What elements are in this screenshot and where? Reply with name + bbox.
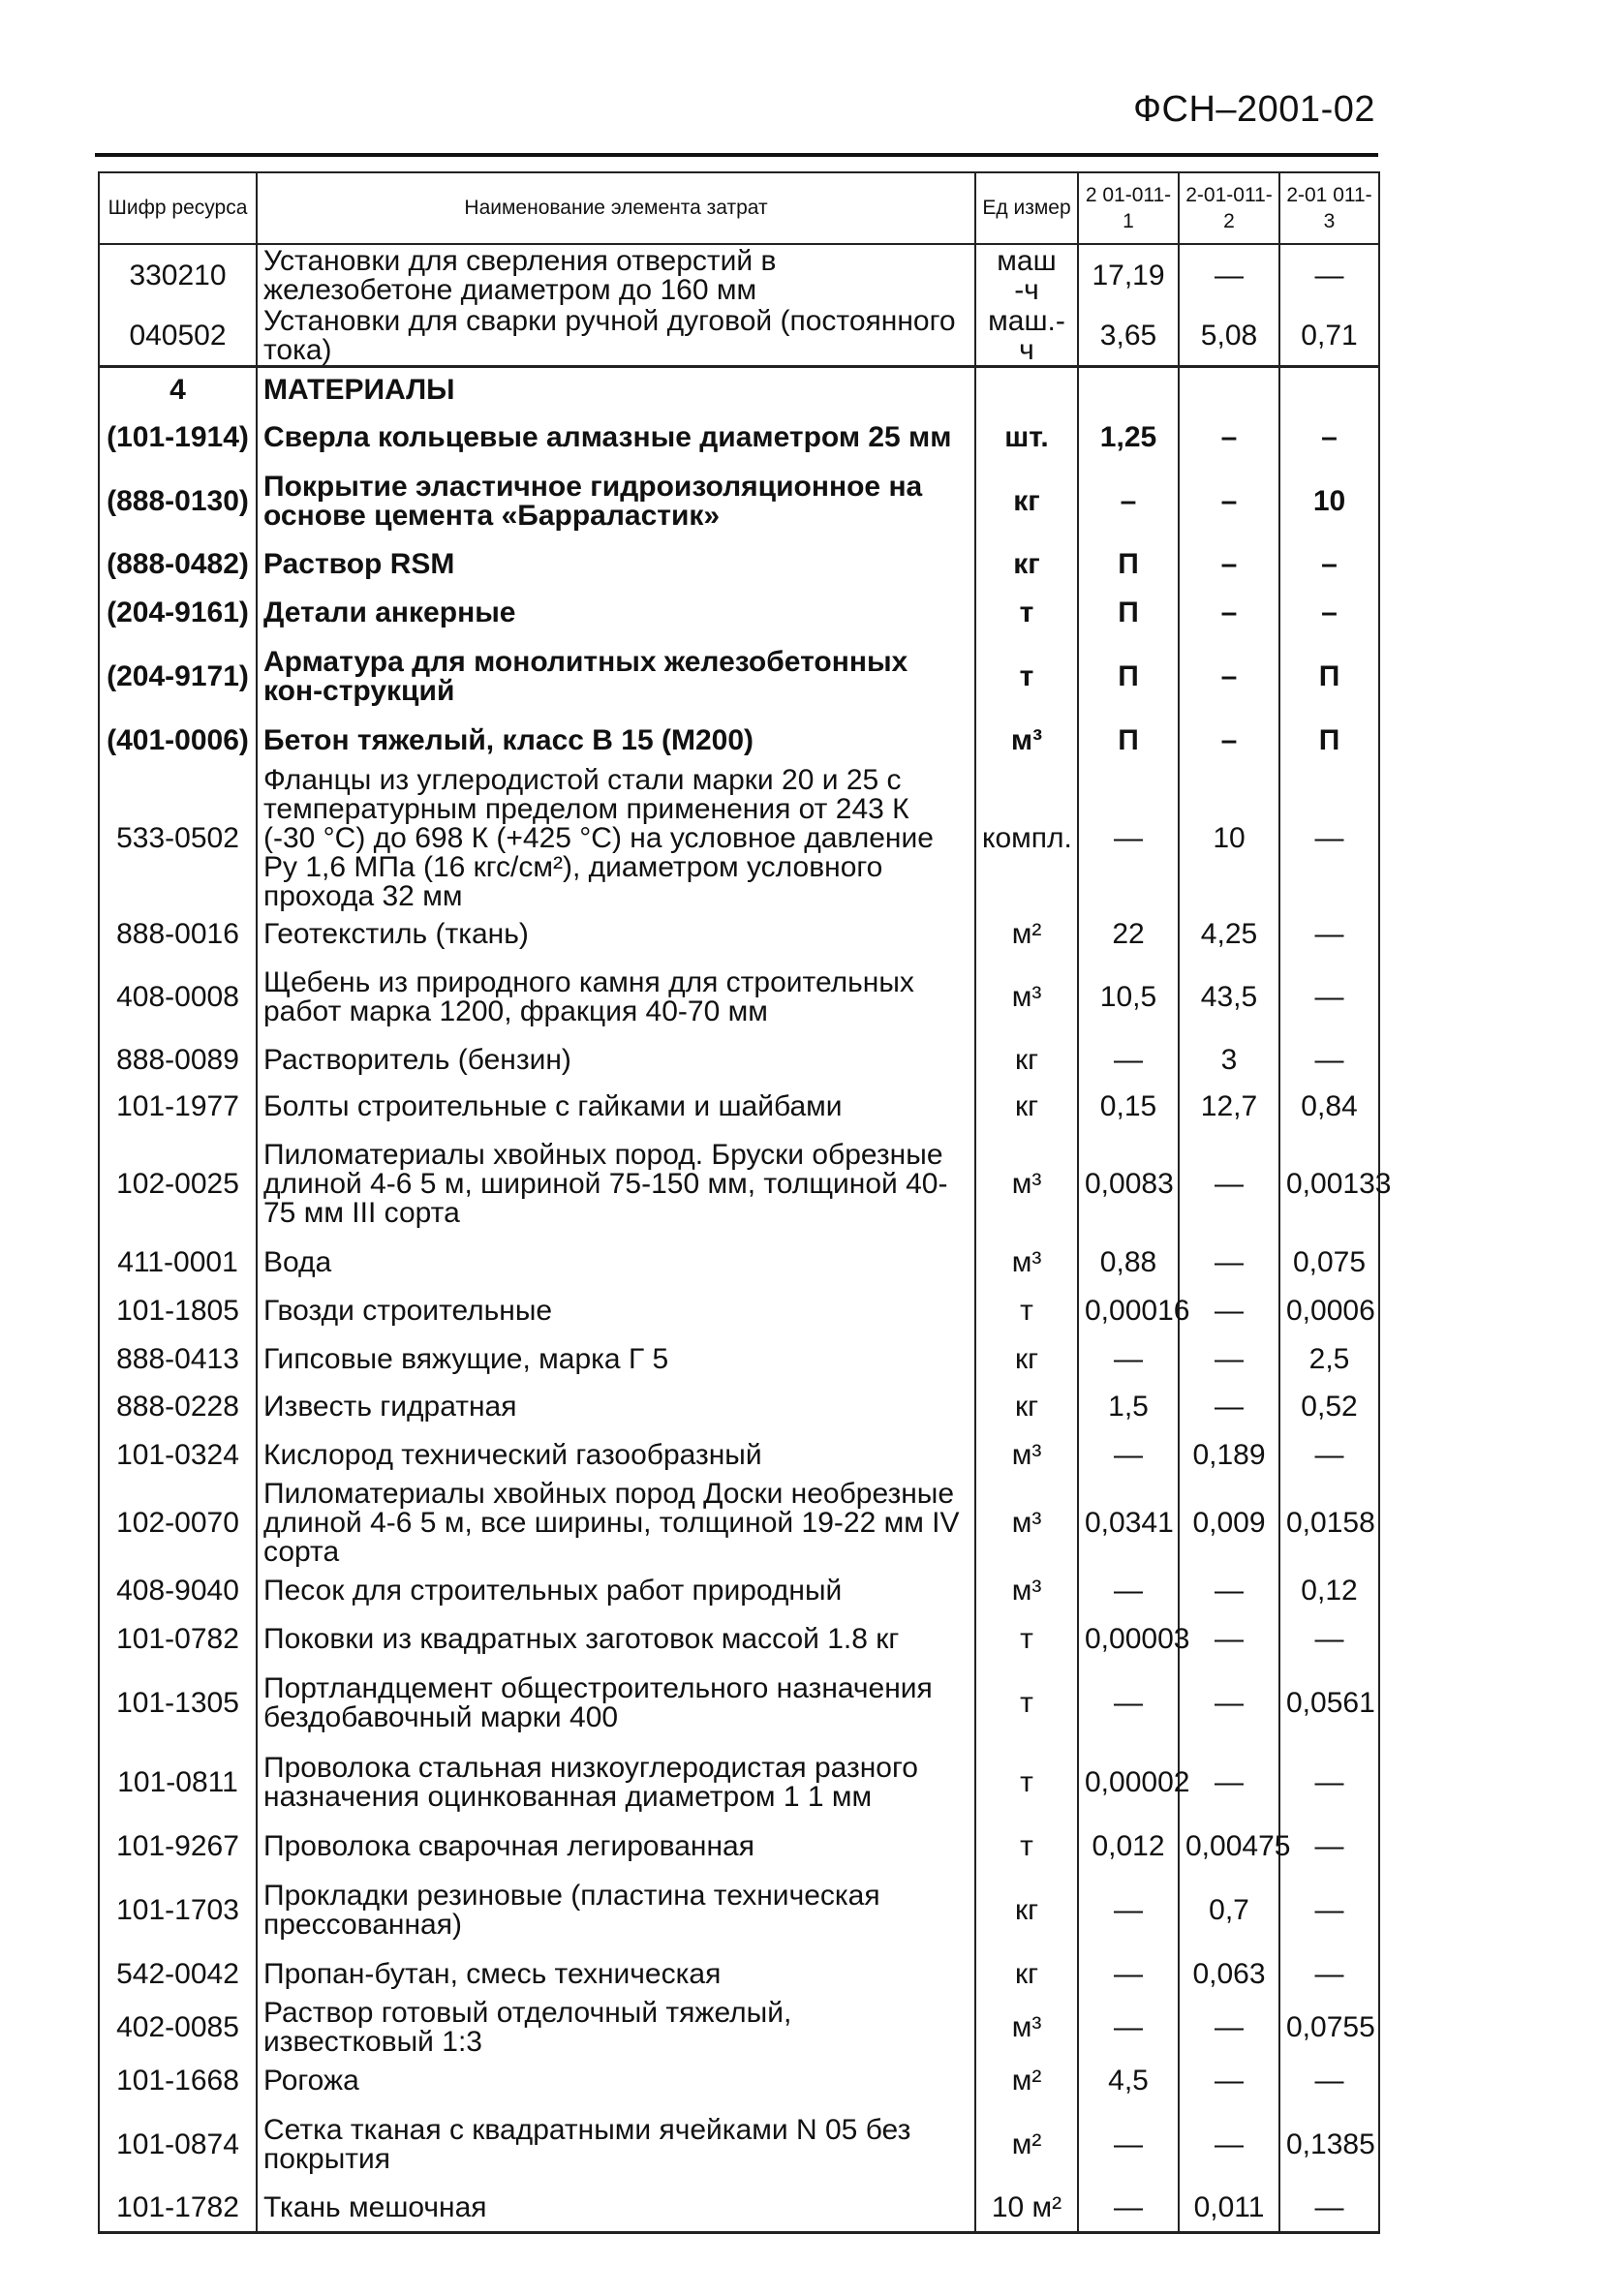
cell-code: 101-0874 bbox=[99, 2105, 257, 2185]
cell-unit: кг bbox=[975, 1335, 1078, 1384]
cell-code: 533-0502 bbox=[99, 766, 257, 911]
cell-value-011-1: — bbox=[1078, 1335, 1179, 1384]
table-row bbox=[99, 638, 1379, 716]
col-header-2-01-011-1: 2 01-011-1 bbox=[1078, 172, 1179, 244]
table-row bbox=[99, 462, 1379, 541]
cell-unit: м² bbox=[975, 2057, 1078, 2105]
cell-value-011-3: 2,5 bbox=[1279, 1335, 1379, 1384]
col-header-unit: Ед измер bbox=[975, 172, 1078, 244]
cell-name: Детали анкерные bbox=[257, 588, 975, 638]
cell-value-011-3: — bbox=[1279, 1743, 1379, 1822]
table-row bbox=[99, 1950, 1379, 1999]
cell-code: 101-1782 bbox=[99, 2185, 257, 2233]
cell-code: (204-9161) bbox=[99, 588, 257, 638]
cell-name: Геотекстиль (ткань) bbox=[257, 911, 975, 958]
cell-code: (888-0482) bbox=[99, 541, 257, 588]
cell-value-011-1: — bbox=[1078, 2185, 1179, 2233]
table-row bbox=[99, 1743, 1379, 1822]
cell-value-011-2: – bbox=[1179, 588, 1279, 638]
col-header-2-01-011-2: 2-01-011-2 bbox=[1179, 172, 1279, 244]
table-row bbox=[99, 588, 1379, 638]
cell-code: 330210 bbox=[99, 244, 257, 307]
cell-value-011-1: 0,00003 bbox=[1078, 1615, 1179, 1664]
cell-value-011-1: 22 bbox=[1078, 911, 1179, 958]
cell-code: 101-0324 bbox=[99, 1431, 257, 1480]
table-row bbox=[99, 1130, 1379, 1239]
cell-value-011-2: — bbox=[1179, 1384, 1279, 1431]
cell-name: Покрытие эластичное гидроизоляционное на основе цемента «Барраластик» bbox=[257, 462, 975, 541]
table-row bbox=[99, 2057, 1379, 2105]
cell-unit: кг bbox=[975, 1084, 1078, 1130]
cell-value-011-1: 0,15 bbox=[1078, 1084, 1179, 1130]
table-row bbox=[99, 1335, 1379, 1384]
cell-code: 888-0228 bbox=[99, 1384, 257, 1431]
cell-code: 101-0782 bbox=[99, 1615, 257, 1664]
table-row bbox=[99, 958, 1379, 1037]
table-row bbox=[99, 244, 1379, 307]
cell-unit: м³ bbox=[975, 716, 1078, 766]
cell-value-011-1: П bbox=[1078, 588, 1179, 638]
cell-value-011-2: 3 bbox=[1179, 1037, 1279, 1084]
cell-name: Проволока стальная низкоуглеродистая разного назначения оцинкованная диаметром 1 1 мм bbox=[257, 1743, 975, 1822]
cell-value-011-1: — bbox=[1078, 1999, 1179, 2057]
table-row bbox=[99, 1480, 1379, 1567]
cell-code: (401-0006) bbox=[99, 716, 257, 766]
cell-value-011-2: 5,08 bbox=[1179, 307, 1279, 367]
cell-value-011-2: — bbox=[1179, 1615, 1279, 1664]
cell-value-011-3: — bbox=[1279, 1950, 1379, 1999]
cell-name: Песок для строительных работ природный bbox=[257, 1567, 975, 1615]
cell-name: Болты строительные с гайками и шайбами bbox=[257, 1084, 975, 1130]
cell-value-011-2: 0,189 bbox=[1179, 1431, 1279, 1480]
cell-unit: т bbox=[975, 1743, 1078, 1822]
table-row bbox=[99, 1037, 1379, 1084]
cell-unit: маш -ч bbox=[975, 244, 1078, 307]
table-row bbox=[99, 413, 1379, 462]
cell-name: Ткань мешочная bbox=[257, 2185, 975, 2233]
cell-unit: м³ bbox=[975, 1567, 1078, 1615]
cell-code: 542-0042 bbox=[99, 1950, 257, 1999]
table-row bbox=[99, 1084, 1379, 1130]
cell-value-011-3: — bbox=[1279, 2185, 1379, 2233]
cell-name: Пропан-бутан, смесь техническая bbox=[257, 1950, 975, 1999]
cell-name: Прокладки резиновые (пластина техническая прессованная) bbox=[257, 1871, 975, 1950]
cell-value-011-3: — bbox=[1279, 244, 1379, 307]
cell-unit: шт. bbox=[975, 413, 1078, 462]
cell-unit: м³ bbox=[975, 1999, 1078, 2057]
cell-value-011-2: 12,7 bbox=[1179, 1084, 1279, 1130]
cell-code: 411-0001 bbox=[99, 1239, 257, 1287]
cell-code: 101-1805 bbox=[99, 1287, 257, 1335]
cell-name: Фланцы из углеродистой стали марки 20 и 25 с температурным пределом применения от 243 К (-30 °С) до 698 К (+425 °С) на условное давление Ру 1,6 МПа (16 кгс/см²), диаметром условного прохода 32 мм bbox=[257, 766, 975, 911]
cell-value-011-2: — bbox=[1179, 1743, 1279, 1822]
cell-value-011-1: 1,25 bbox=[1078, 413, 1179, 462]
cell-value-011-1: П bbox=[1078, 638, 1179, 716]
header-rule bbox=[95, 153, 1378, 157]
cell-value-011-2: 43,5 bbox=[1179, 958, 1279, 1037]
cell-value-011-1: 4,5 bbox=[1078, 2057, 1179, 2105]
table-row bbox=[99, 1664, 1379, 1743]
cell-value-011-3: 10 bbox=[1279, 462, 1379, 541]
cell-name: Портландцемент общестроительного назначения бездобавочный марки 400 bbox=[257, 1664, 975, 1743]
cell-name: Рогожа bbox=[257, 2057, 975, 2105]
cell-value-011-3: — bbox=[1279, 2057, 1379, 2105]
cell-value-011-3: – bbox=[1279, 588, 1379, 638]
cell-value-011-3: 0,0755 bbox=[1279, 1999, 1379, 2057]
cell-name: Сверла кольцевые алмазные диаметром 25 мм bbox=[257, 413, 975, 462]
col-header-name: Наименование элемента затрат bbox=[257, 172, 975, 244]
cell-value-011-2: — bbox=[1179, 2105, 1279, 2185]
cell-value-011-1: П bbox=[1078, 716, 1179, 766]
cell-value-011-3: — bbox=[1279, 1822, 1379, 1871]
cell-value-011-3: 0,00133 bbox=[1279, 1130, 1379, 1239]
cell-value-011-1: 1,5 bbox=[1078, 1384, 1179, 1431]
cell-value-011-2: – bbox=[1179, 413, 1279, 462]
cell-name: Сетка тканая с квадратными ячейками N 05 без покрытия bbox=[257, 2105, 975, 2185]
cell-value-011-2: — bbox=[1179, 1999, 1279, 2057]
cell-unit: кг bbox=[975, 462, 1078, 541]
cell-code: 888-0413 bbox=[99, 1335, 257, 1384]
cell-value-011-3: 0,84 bbox=[1279, 1084, 1379, 1130]
cell-value-011-1: 3,65 bbox=[1078, 307, 1179, 367]
cell-value-011-3: 0,1385 bbox=[1279, 2105, 1379, 2185]
table-row bbox=[99, 1431, 1379, 1480]
cell-name: Раствор RSM bbox=[257, 541, 975, 588]
cell-value-011-3: — bbox=[1279, 1871, 1379, 1950]
cell-unit bbox=[975, 367, 1078, 413]
cell-value-011-1: 0,00016 bbox=[1078, 1287, 1179, 1335]
cell-value-011-1: — bbox=[1078, 1431, 1179, 1480]
cell-name: Пиломатериалы хвойных пород Доски необрезные длиной 4-6 5 м, все ширины, толщиной 19-22 мм IV сорта bbox=[257, 1480, 975, 1567]
table-row bbox=[99, 2185, 1379, 2233]
cell-value-011-3: П bbox=[1279, 638, 1379, 716]
cell-code: 101-1703 bbox=[99, 1871, 257, 1950]
cell-value-011-1: — bbox=[1078, 1037, 1179, 1084]
cell-value-011-3: — bbox=[1279, 1431, 1379, 1480]
cell-name: Установки для сварки ручной дуговой (постоянного тока) bbox=[257, 307, 975, 367]
resource-table bbox=[98, 171, 1392, 2234]
table-row bbox=[99, 1999, 1379, 2057]
cell-value-011-2: — bbox=[1179, 1335, 1279, 1384]
cell-code: 101-1977 bbox=[99, 1084, 257, 1130]
table-row bbox=[99, 766, 1379, 911]
cell-name: Бетон тяжелый, класс В 15 (М200) bbox=[257, 716, 975, 766]
col-header-code: Шифр ресурса bbox=[99, 172, 257, 244]
cell-value-011-2: – bbox=[1179, 638, 1279, 716]
cell-value-011-3: 0,0561 bbox=[1279, 1664, 1379, 1743]
cell-name: МАТЕРИАЛЫ bbox=[257, 367, 975, 413]
cell-name: Проволока сварочная легированная bbox=[257, 1822, 975, 1871]
cell-value-011-2: – bbox=[1179, 716, 1279, 766]
cell-unit: т bbox=[975, 1287, 1078, 1335]
cell-code: 101-0811 bbox=[99, 1743, 257, 1822]
cell-name: Известь гидратная bbox=[257, 1384, 975, 1431]
cell-name: Раствор готовый отделочный тяжелый, известковый 1:3 bbox=[257, 1999, 975, 2057]
cell-name: Пиломатериалы хвойных пород. Бруски обрезные длиной 4-6 5 м, шириной 75-150 мм, толщиной 40-75 мм III сорта bbox=[257, 1130, 975, 1239]
cell-value-011-3: 0,52 bbox=[1279, 1384, 1379, 1431]
cell-value-011-3: П bbox=[1279, 716, 1379, 766]
cell-unit: м³ bbox=[975, 1431, 1078, 1480]
table-row bbox=[99, 716, 1379, 766]
cell-value-011-1: — bbox=[1078, 1664, 1179, 1743]
table-row bbox=[99, 1287, 1379, 1335]
cell-value-011-1: — bbox=[1078, 1567, 1179, 1615]
table-row bbox=[99, 541, 1379, 588]
cell-unit: т bbox=[975, 1615, 1078, 1664]
cell-unit: кг bbox=[975, 1950, 1078, 1999]
cell-value-011-1 bbox=[1078, 367, 1179, 413]
col-header-2-01-011-3: 2-01 011-3 bbox=[1279, 172, 1379, 244]
cell-value-011-1: 0,0341 bbox=[1078, 1480, 1179, 1567]
cell-unit: м³ bbox=[975, 958, 1078, 1037]
cell-value-011-2: 4,25 bbox=[1179, 911, 1279, 958]
cell-code: 888-0089 bbox=[99, 1037, 257, 1084]
cell-unit: компл. bbox=[975, 766, 1078, 911]
cell-value-011-3: – bbox=[1279, 541, 1379, 588]
cell-value-011-3: — bbox=[1279, 766, 1379, 911]
cell-value-011-1: 0,012 bbox=[1078, 1822, 1179, 1871]
table-row bbox=[99, 1567, 1379, 1615]
cell-value-011-2: – bbox=[1179, 541, 1279, 588]
cell-value-011-3 bbox=[1279, 367, 1379, 413]
cell-name: Щебень из природного камня для строительных работ марка 1200, фракция 40-70 мм bbox=[257, 958, 975, 1037]
cell-name: Гипсовые вяжущие, марка Г 5 bbox=[257, 1335, 975, 1384]
cell-value-011-2: — bbox=[1179, 2057, 1279, 2105]
cell-unit: м³ bbox=[975, 1480, 1078, 1567]
cell-value-011-3: 0,0006 bbox=[1279, 1287, 1379, 1335]
table-row bbox=[99, 911, 1379, 958]
cell-value-011-1: 0,0083 bbox=[1078, 1130, 1179, 1239]
cell-code: (204-9171) bbox=[99, 638, 257, 716]
cell-name: Гвозди строительные bbox=[257, 1287, 975, 1335]
cell-value-011-1: — bbox=[1078, 1950, 1179, 1999]
cell-value-011-2 bbox=[1179, 367, 1279, 413]
table-row bbox=[99, 1239, 1379, 1287]
cell-value-011-1: – bbox=[1078, 462, 1179, 541]
table-row bbox=[99, 1615, 1379, 1664]
cell-value-011-2: — bbox=[1179, 1287, 1279, 1335]
cell-value-011-3: — bbox=[1279, 1037, 1379, 1084]
cell-code: 102-0070 bbox=[99, 1480, 257, 1567]
table-row bbox=[99, 1871, 1379, 1950]
cell-value-011-1: 17,19 bbox=[1078, 244, 1179, 307]
cell-value-011-1: П bbox=[1078, 541, 1179, 588]
cell-unit: кг bbox=[975, 541, 1078, 588]
cell-value-011-2: 0,063 bbox=[1179, 1950, 1279, 1999]
cell-value-011-1: — bbox=[1078, 1871, 1179, 1950]
cell-unit: т bbox=[975, 1822, 1078, 1871]
cell-value-011-2: 0,011 bbox=[1179, 2185, 1279, 2233]
cell-unit: кг bbox=[975, 1037, 1078, 1084]
cell-value-011-3: 0,12 bbox=[1279, 1567, 1379, 1615]
cell-code: 402-0085 bbox=[99, 1999, 257, 2057]
cell-unit: т bbox=[975, 588, 1078, 638]
cell-code: 101-1668 bbox=[99, 2057, 257, 2105]
table-row bbox=[99, 2105, 1379, 2185]
cell-value-011-2: — bbox=[1179, 1130, 1279, 1239]
cell-value-011-2: – bbox=[1179, 462, 1279, 541]
cell-code: 408-0008 bbox=[99, 958, 257, 1037]
cell-value-011-2: 0,7 bbox=[1179, 1871, 1279, 1950]
cell-value-011-3: — bbox=[1279, 911, 1379, 958]
cell-name: Вода bbox=[257, 1239, 975, 1287]
cell-code: 101-1305 bbox=[99, 1664, 257, 1743]
cell-name: Кислород технический газообразный bbox=[257, 1431, 975, 1480]
cell-name: Поковки из квадратных заготовок массой 1.8 кг bbox=[257, 1615, 975, 1664]
cell-value-011-2: — bbox=[1179, 1567, 1279, 1615]
cell-value-011-2: — bbox=[1179, 1239, 1279, 1287]
table-row bbox=[99, 1822, 1379, 1871]
cell-unit: кг bbox=[975, 1871, 1078, 1950]
document-code: ФСН–2001-02 bbox=[1133, 89, 1375, 130]
cell-value-011-2: 0,00475 bbox=[1179, 1822, 1279, 1871]
cell-code: 040502 bbox=[99, 307, 257, 367]
cell-unit: т bbox=[975, 1664, 1078, 1743]
cell-value-011-1: 10,5 bbox=[1078, 958, 1179, 1037]
cell-unit: м³ bbox=[975, 1239, 1078, 1287]
cell-value-011-1: — bbox=[1078, 766, 1179, 911]
cell-code: 408-9040 bbox=[99, 1567, 257, 1615]
cell-value-011-2: 10 bbox=[1179, 766, 1279, 911]
cell-name: Арматура для монолитных железобетонных кон-струкций bbox=[257, 638, 975, 716]
cell-code: 4 bbox=[99, 367, 257, 413]
cell-value-011-2: — bbox=[1179, 1664, 1279, 1743]
cell-unit: м² bbox=[975, 911, 1078, 958]
cell-unit: м³ bbox=[975, 1130, 1078, 1239]
cell-unit: м² bbox=[975, 2105, 1078, 2185]
cell-value-011-3: 0,0158 bbox=[1279, 1480, 1379, 1567]
cell-value-011-2: 0,009 bbox=[1179, 1480, 1279, 1567]
table-row bbox=[99, 307, 1379, 367]
cell-value-011-2: — bbox=[1179, 244, 1279, 307]
cell-name: Установки для сверления отверстий в железобетоне диаметром до 160 мм bbox=[257, 244, 975, 307]
cell-unit: кг bbox=[975, 1384, 1078, 1431]
cell-unit: т bbox=[975, 638, 1078, 716]
cell-code: 102-0025 bbox=[99, 1130, 257, 1239]
table-row bbox=[99, 1384, 1379, 1431]
cell-value-011-3: — bbox=[1279, 1615, 1379, 1664]
cell-value-011-3: 0,075 bbox=[1279, 1239, 1379, 1287]
cell-value-011-3: — bbox=[1279, 958, 1379, 1037]
cell-code: (888-0130) bbox=[99, 462, 257, 541]
cell-unit: 10 м² bbox=[975, 2185, 1078, 2233]
cell-code: 888-0016 bbox=[99, 911, 257, 958]
table-header-row bbox=[99, 172, 1379, 244]
cell-code: (101-1914) bbox=[99, 413, 257, 462]
cell-unit: маш.-ч bbox=[975, 307, 1078, 367]
table-row bbox=[99, 367, 1379, 413]
cell-value-011-1: 0,00002 bbox=[1078, 1743, 1179, 1822]
cell-name: Растворитель (бензин) bbox=[257, 1037, 975, 1084]
cell-code: 101-9267 bbox=[99, 1822, 257, 1871]
cell-value-011-3: 0,71 bbox=[1279, 307, 1379, 367]
cell-value-011-1: — bbox=[1078, 2105, 1179, 2185]
cell-value-011-1: 0,88 bbox=[1078, 1239, 1179, 1287]
cell-value-011-3: – bbox=[1279, 413, 1379, 462]
